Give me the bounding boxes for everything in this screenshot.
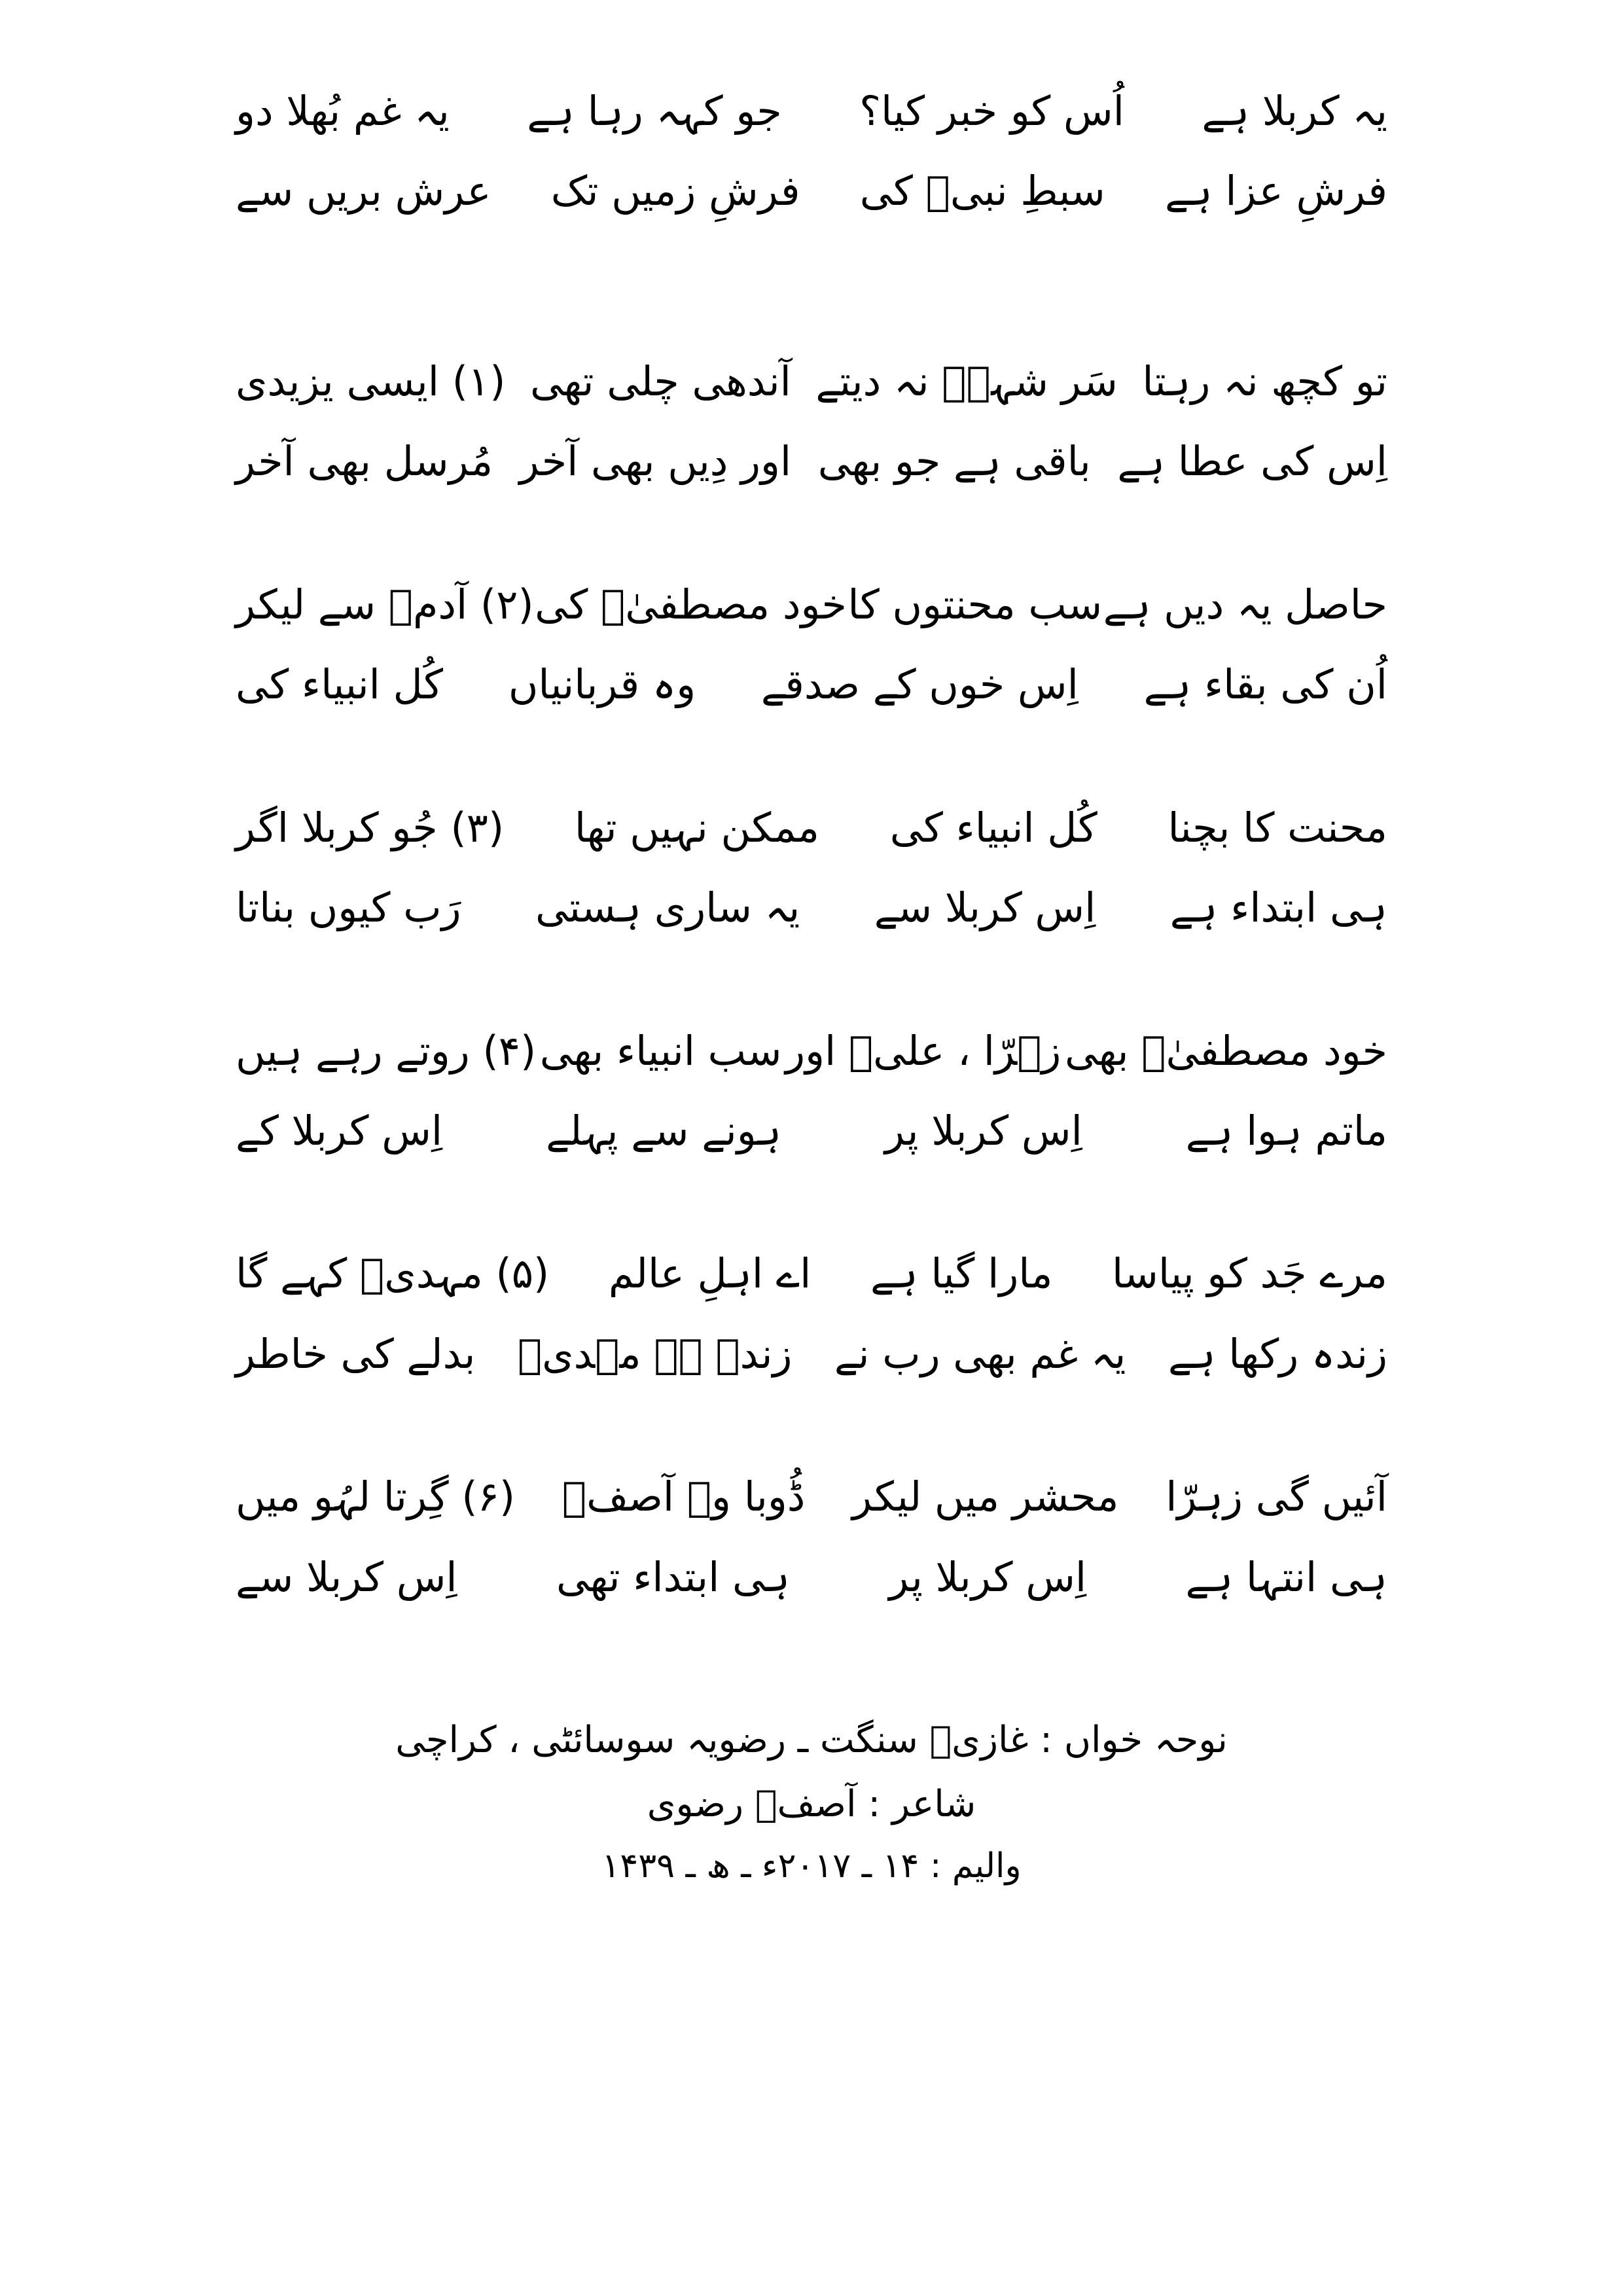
stanza-2 — [236, 572, 1387, 718]
line-segment: خود مصطفیٰؐ بھی — [1065, 1026, 1387, 1075]
stanza-3 — [236, 795, 1387, 941]
line-segment: ہونے سے پہلے — [546, 1106, 782, 1155]
line-segment: اور دِیں بھی آخر — [519, 437, 792, 486]
line-segment: ہی انتہا ہے — [1185, 1552, 1387, 1601]
line-segment: ڈُوبا وہ آصفؔ — [562, 1473, 806, 1521]
line-segment: سبطِ نبیؐ کی — [859, 167, 1105, 215]
line-segment: اِس کربلا سے — [874, 884, 1096, 932]
line-segment: زہرّا ، علیؑ اور — [785, 1026, 1061, 1075]
line-segment: یہ غم بُھلا دو — [236, 87, 450, 135]
poem-line — [236, 1321, 1387, 1387]
volume-date-credit: والیم : ۱۴ ـ ۲۰۱۷ء ـ ھ ـ ۱۴۳۹ — [601, 1846, 1022, 1886]
line-segment-numbered: (۵) مہدیؑ کہے گا — [236, 1249, 550, 1298]
line-segment: بدلے کی خاطر — [236, 1329, 476, 1378]
poem-line — [236, 1018, 1387, 1084]
line-segment-numbered: (۲) آدمؑ سے لیکر — [236, 580, 534, 628]
line-segment: مرے جَد کو پیاسا — [1112, 1249, 1387, 1298]
stanza-1 — [236, 349, 1387, 495]
line-segment: فرشِ زمیں تک — [550, 167, 800, 215]
line-segment: عرش بریں سے — [236, 167, 491, 215]
poem-line — [236, 1545, 1387, 1610]
poem-line — [236, 349, 1387, 414]
line-segment: سب انبیاء بھی — [539, 1026, 782, 1075]
line-segment: سَر شہہؑ نہ دیتے — [815, 357, 1118, 405]
poem-line — [236, 795, 1387, 861]
line-segment: آئیں گی زہرّا — [1166, 1473, 1387, 1521]
line-segment: کُل انبیاء کی — [889, 803, 1097, 852]
poem-line — [236, 79, 1387, 144]
line-segment: زندہ ہے مہدیؑ — [517, 1329, 793, 1378]
stanza-refrain — [236, 79, 1387, 224]
line-segment: اے اہلِ عالم — [608, 1249, 812, 1298]
line-segment: اِس کربلا سے — [236, 1552, 457, 1601]
poem-line — [236, 1241, 1387, 1306]
line-segment-numbered: (۴) روتے رہے ہیں — [236, 1026, 537, 1075]
line-segment: رَب کیوں بناتا — [236, 884, 461, 932]
line-segment: اِس کربلا پر — [889, 1552, 1087, 1601]
performer-credit: نوحہ خواں : غازیؑ سنگت ـ رضویہ سوسائٹی ، کراچی — [395, 1719, 1228, 1762]
line-segment: اُس کو خبر کیا؟ — [859, 87, 1124, 135]
line-segment: کُل انبیاء کی — [236, 660, 444, 709]
line-segment: زندہ رکھا ہے — [1168, 1329, 1387, 1378]
poet-credit: شاعر : آصفؔ رضوی — [647, 1783, 976, 1826]
line-segment-numbered: (۳) جُو کربلا اگر — [236, 803, 505, 852]
line-segment: اِس کی عطا ہے — [1117, 437, 1387, 486]
poem-line — [236, 652, 1387, 717]
line-segment: ہی ابتداء ہے — [1169, 884, 1387, 932]
line-segment: ممکن نہیں تھا — [574, 803, 819, 852]
line-segment: حاصل یہ دیں ہے — [1103, 580, 1387, 628]
stanza-4 — [236, 1018, 1387, 1164]
line-segment: یہ غم بھی رب نے — [834, 1329, 1126, 1378]
line-segment: باقی ہے جو بھی — [817, 437, 1091, 486]
line-segment: محشر میں لیکر — [852, 1473, 1119, 1521]
poem-line — [236, 1464, 1387, 1530]
poem-line — [236, 429, 1387, 494]
line-segment: محنت کا بچنا — [1168, 803, 1387, 852]
poem-line — [236, 572, 1387, 637]
line-segment: ماتم ہوا ہے — [1185, 1106, 1387, 1155]
line-segment: جو کہہ رہا ہے — [527, 87, 782, 135]
line-segment: یہ ساری ہستی — [535, 884, 800, 932]
poem-line — [236, 158, 1387, 224]
poem-line — [236, 875, 1387, 941]
stanza-5 — [236, 1241, 1387, 1387]
line-segment: یہ کربلا ہے — [1202, 87, 1387, 135]
line-segment-numbered: (۱) ایسی یزیدی — [236, 357, 506, 405]
line-segment: آندھی چلی تھی — [529, 357, 791, 405]
line-segment: سب محنتوں کا — [847, 580, 1103, 628]
line-segment: اِس کربلا پر — [885, 1106, 1082, 1155]
line-segment: تو کچھ نہ رہتا — [1142, 357, 1387, 405]
line-segment-numbered: (۶) گِرتا لہُو میں — [236, 1473, 516, 1521]
line-segment: فرشِ عزا ہے — [1164, 167, 1387, 215]
line-segment: اِس خوں کے صدقے — [760, 660, 1079, 709]
line-segment: خود مصطفیٰؐ کی — [535, 580, 847, 628]
credits-block — [236, 1708, 1387, 1896]
line-segment: مُرسل بھی آخر — [236, 437, 493, 486]
line-segment: مارا گیا ہے — [870, 1249, 1053, 1298]
line-segment: وہ قربانیاں — [508, 660, 696, 709]
poem-line — [236, 1098, 1387, 1164]
line-segment: ہی ابتداء تھی — [556, 1552, 791, 1601]
line-segment: اِس کربلا کے — [236, 1106, 443, 1155]
line-segment: اُن کی بقاء ہے — [1143, 660, 1387, 709]
stanza-6 — [236, 1464, 1387, 1610]
